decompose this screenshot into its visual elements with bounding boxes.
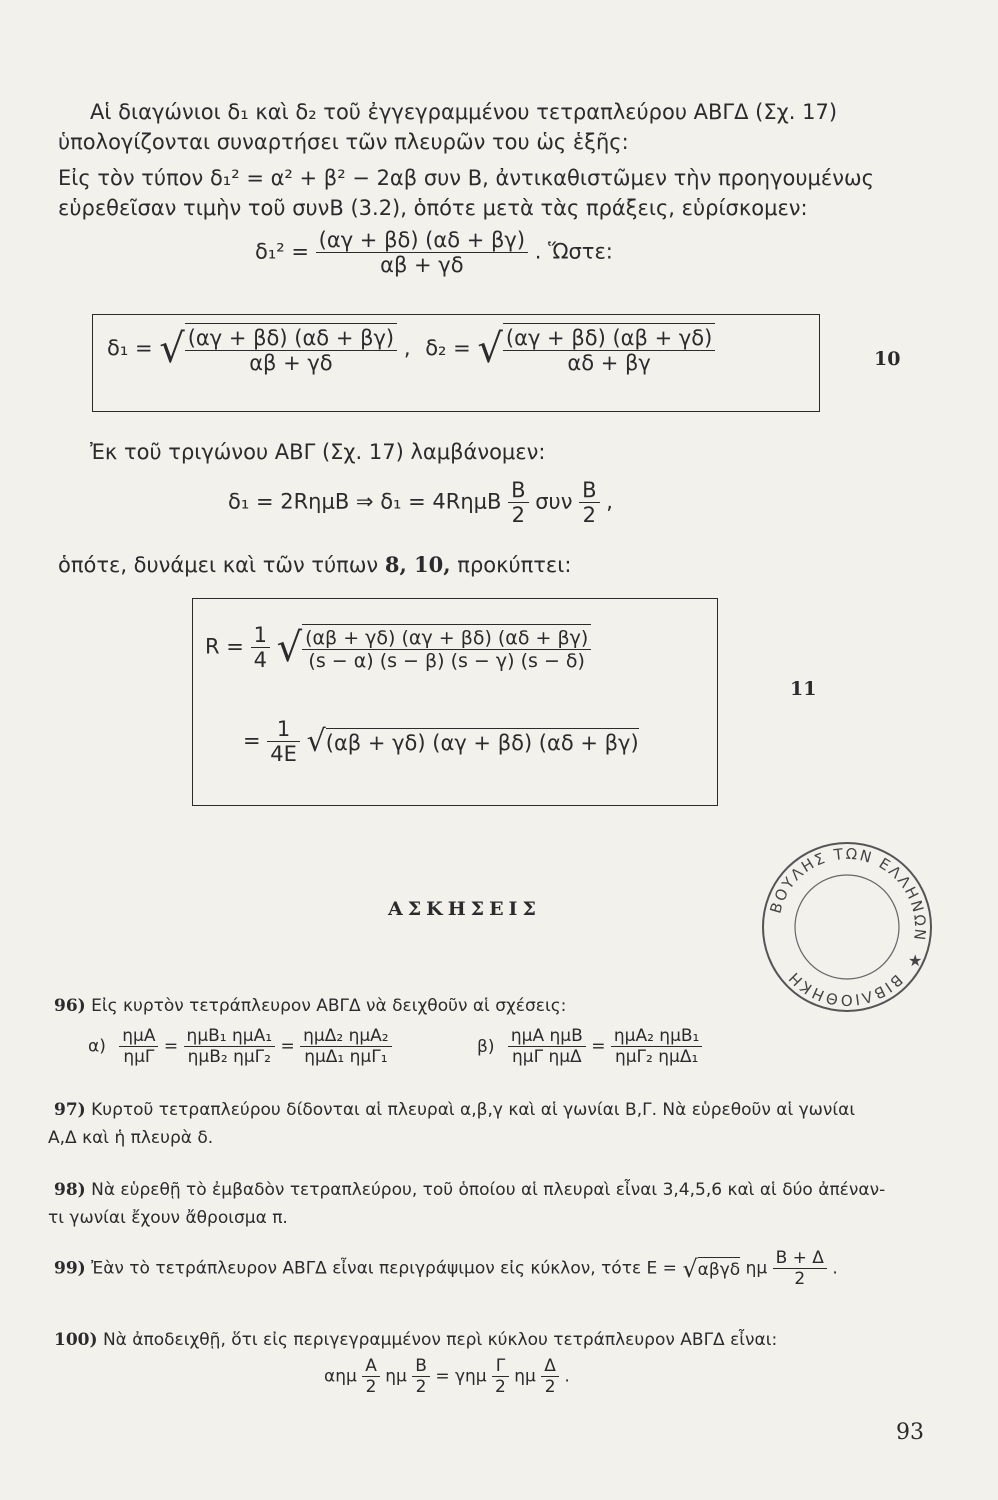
part-a-label: α)	[88, 1036, 106, 1057]
coef-quarter	[251, 623, 270, 672]
sin-label: ημ	[745, 1258, 768, 1279]
para1-line2: ὑπολογίζονται συναρτήσει τῶν πλευρῶν του ὡς ἑξῆς:	[58, 130, 629, 154]
stamp-text-top: ΤΩΝ	[832, 844, 876, 868]
frac-den: 2	[544, 1377, 556, 1397]
equals: =	[280, 1036, 295, 1057]
cos-label: συν	[535, 489, 573, 514]
exercise-label: 100)	[54, 1330, 98, 1350]
exercise-96	[54, 996, 566, 1016]
period: .	[564, 1366, 570, 1387]
para2-line3	[58, 552, 571, 577]
r-radical	[277, 624, 592, 672]
term: ημ	[385, 1366, 407, 1387]
r-fraction	[302, 627, 591, 672]
fraction	[119, 1026, 158, 1067]
r2-radical	[306, 723, 639, 759]
exercise-96-formulas	[88, 1026, 702, 1067]
equation-number-11: 11	[790, 678, 817, 700]
equation-delta1-trig	[228, 478, 613, 527]
library-stamp	[758, 838, 936, 1016]
frac-den: 2	[365, 1377, 377, 1397]
eq-numerator: (αγ + βδ) (αδ + βγ)	[316, 228, 528, 253]
exercises-heading: ΑΣΚΗΣΕΙΣ	[388, 898, 541, 920]
star-icon: ★	[908, 951, 923, 970]
fraction	[412, 1356, 430, 1397]
exercise-label: 96)	[54, 996, 86, 1016]
frac-num: Δ	[541, 1356, 559, 1377]
formula-11-row2	[243, 717, 639, 766]
exercise-97-line1	[54, 1100, 855, 1120]
coef-den: 4E	[270, 742, 297, 766]
para1-line1: Αἱ διαγώνιοι δ₁ καὶ δ₂ τοῦ ἐγγεγραμμένου τετραπλεύρου ΑΒΓΔ (Σχ. 17)	[90, 100, 838, 124]
eq-fraction	[316, 228, 528, 277]
formula-box-10	[92, 314, 820, 412]
formula-refs: 8, 10,	[384, 552, 451, 577]
part-b-label: β)	[477, 1036, 495, 1057]
exercise-text: Κυρτοῦ τετραπλεύρου δίδονται αἱ πλευραὶ α,β,γ καὶ αἱ γωνίαι Β,Γ. Νὰ εὑρεθοῦν αἱ γωνίαι	[91, 1100, 856, 1120]
fraction	[541, 1356, 559, 1397]
coef-1-over-4E	[267, 717, 300, 766]
trig-eq-end: ,	[606, 489, 613, 514]
para1-line4: εὑρεθεῖσαν τιμὴν τοῦ συνΒ (3.2), ὁπότε μετὰ τὰς πράξεις, εὑρίσκομεν:	[58, 196, 808, 220]
equals: =	[591, 1036, 606, 1057]
exercise-label: 99)	[54, 1258, 86, 1279]
exercise-99	[54, 1248, 838, 1289]
d2-fraction	[503, 326, 715, 375]
stamp-text-right: ΕΛΛΗΝΩΝ	[875, 854, 930, 943]
eq-suffix: . Ὥστε:	[534, 239, 613, 264]
stamp-text-bottom: ΒΙΒΛΙΟΘΗΚΗ	[784, 967, 907, 1010]
exercise-text: Νὰ ἀποδειχθῇ, ὅτι εἰς περιγεγραμμένον περὶ κύκλου τετράπλευρον ΑΒΓΔ εἶναι:	[102, 1330, 778, 1350]
page-number: 93	[896, 1420, 924, 1445]
para2-line3-post: προκύπτει:	[457, 553, 572, 577]
formula-11-row1	[205, 623, 591, 672]
exercise-text: Ἐὰν τὸ τετράπλευρον ΑΒΓΔ εἶναι περιγράψιμον εἰς κύκλον, τότε Ε =	[91, 1258, 677, 1279]
d1-fraction	[185, 326, 397, 375]
d1-denominator: αβ + γδ	[249, 351, 333, 375]
coef-num: 1	[251, 623, 270, 648]
para2-line3-pre: ὁπότε, δυνάμει καὶ τῶν τύπων	[58, 553, 379, 577]
fraction	[362, 1356, 380, 1397]
term: = γημ	[435, 1366, 487, 1387]
frac-num: ημΑ₂ ημΒ₁	[611, 1026, 703, 1047]
frac-num: Α	[362, 1356, 380, 1377]
frac-den: 2	[582, 503, 597, 527]
equation-delta1-squared	[255, 228, 613, 277]
equals: =	[243, 728, 261, 753]
d2-denominator: αδ + βγ	[567, 351, 651, 375]
eq-denominator: αβ + γδ	[380, 253, 464, 277]
d2-numerator: (αγ + βδ) (αβ + γδ)	[503, 326, 715, 351]
term: ημ	[514, 1366, 536, 1387]
fraction	[611, 1026, 703, 1067]
frac-num: Β	[412, 1356, 430, 1377]
frac-num: ημΔ₂ ημΑ₂	[300, 1026, 391, 1047]
period: .	[832, 1258, 838, 1279]
fraction	[184, 1026, 276, 1067]
sqrt-icon: √	[276, 624, 303, 671]
para2-line1: Ἐκ τοῦ τριγώνου ΑΒΓ (Σχ. 17) λαμβάνομεν:	[90, 440, 546, 464]
d1-radical	[159, 323, 397, 375]
svg-text:ΒΙΒΛΙΟΘΗΚΗ	[784, 967, 906, 1009]
sqrt-icon: √	[306, 723, 326, 759]
stamp-text-left: ΒΟΥΛΗΣ	[766, 848, 830, 916]
frac-den: ημΒ₂ ημΓ₂	[187, 1047, 271, 1067]
exercise-97-line2: Α,Δ καὶ ἡ πλευρὰ δ.	[48, 1128, 214, 1148]
separator: ,	[403, 336, 411, 360]
e-radical	[682, 1254, 741, 1283]
frac-den: 2	[495, 1377, 506, 1397]
frac-den: ημΓ₂ ημΔ₁	[614, 1047, 699, 1067]
exercise-100-formula	[324, 1356, 570, 1397]
equals: =	[163, 1036, 179, 1057]
frac-den: 2	[415, 1377, 427, 1397]
d1-numerator: (αγ + βδ) (αδ + βγ)	[185, 326, 397, 351]
frac-num: Β + Δ	[773, 1248, 827, 1269]
frac-den: 2	[794, 1269, 806, 1289]
exercise-100	[54, 1330, 777, 1350]
fraction	[492, 1356, 509, 1397]
r-lhs: R =	[205, 634, 244, 659]
exercise-98-line1	[54, 1180, 885, 1200]
r-denominator: (s − α) (s − β) (s − γ) (s − δ)	[308, 649, 585, 672]
exercise-label: 98)	[54, 1180, 86, 1200]
formula-box-11	[192, 598, 718, 806]
d2-radical	[477, 323, 715, 375]
frac-num: ημΑ	[119, 1026, 158, 1047]
d1-lhs: δ₁ =	[107, 336, 153, 360]
frac-den: 2	[511, 503, 526, 527]
sqrt-icon: √	[477, 326, 503, 372]
d2-lhs: δ₂ =	[425, 336, 471, 360]
exercise-98-line2: τι γωνίαι ἔχουν ἄθροισμα π.	[48, 1208, 288, 1228]
frac-den: ημΔ₁ ημΓ₁	[304, 1047, 388, 1067]
fraction	[508, 1026, 586, 1067]
frac-num: Γ	[492, 1356, 509, 1377]
svg-text:ΒΟΥΛΗΣ ΤΩΝ ΕΛΛΗΝΩΝ	[766, 845, 929, 943]
coef-num: 1	[267, 717, 300, 742]
half-B-fraction-2	[579, 478, 599, 527]
r-numerator: (αβ + γδ) (αγ + βδ) (αδ + βγ)	[302, 627, 591, 650]
exercise-text: Νὰ εὑρεθῇ τὸ ἐμβαδὸν τετραπλεύρου, τοῦ ὁποίου αἱ πλευραὶ εἶναι 3,4,5,6 καὶ αἱ δύο ἀπέναν-	[91, 1180, 886, 1200]
frac-num: Β	[508, 478, 528, 503]
coef-den: 4	[253, 648, 267, 672]
exercise-label: 97)	[54, 1100, 86, 1120]
trig-eq-start: δ₁ = 2RημΒ ⇒ δ₁ = 4RημΒ	[228, 489, 502, 514]
sqrt-icon: √	[159, 326, 185, 372]
r2-body: (αβ + γδ) (αγ + βδ) (αδ + βγ)	[326, 728, 639, 755]
frac-den: ημΓ	[123, 1047, 155, 1067]
fraction	[300, 1026, 391, 1067]
eq-lhs: δ₁² =	[255, 239, 309, 264]
frac-num: ημΒ₁ ημΑ₁	[184, 1026, 276, 1047]
exercise-text: Εἰς κυρτὸν τετράπλευρον ΑΒΓΔ νὰ δειχθοῦν αἱ σχέσεις:	[91, 996, 567, 1016]
sqrt-icon: √	[682, 1254, 698, 1283]
term: αημ	[324, 1366, 357, 1387]
equation-number-10: 10	[874, 348, 901, 370]
frac-num: ημΑ ημΒ	[508, 1026, 586, 1047]
frac-num: Β	[579, 478, 599, 503]
frac-den: ημΓ ημΔ	[512, 1047, 582, 1067]
radicand: αβγδ	[698, 1257, 741, 1280]
formula-10	[107, 323, 715, 375]
para1-line3: Εἰς τὸν τύπον δ₁² = α² + β² − 2αβ συν Β, ἀντικαθιστῶμεν τὴν προηγουμένως	[58, 166, 874, 190]
half-B-fraction	[508, 478, 528, 527]
fraction	[773, 1248, 827, 1289]
